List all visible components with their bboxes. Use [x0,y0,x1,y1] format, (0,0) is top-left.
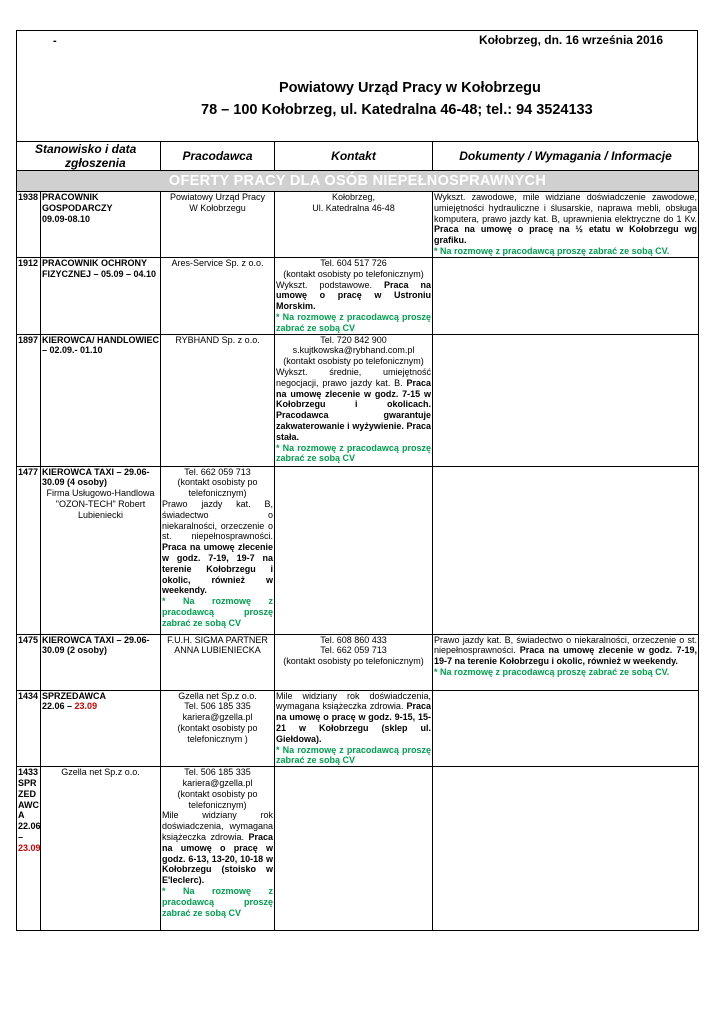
table-row [17,466,699,634]
offer-contact: Mile widziany rok doświadczenia, wymagana książeczka zdrowia. Praca na umowę o pracę w godz. 9-15, 15-21 w Kołobrzegu (sklep ul. Giełdowa). * Na rozmowę z pracodawcą proszę zabrać ze sobą CV [276,690,432,766]
cv-note: * Na rozmowę z pracodawcą proszę zabrać ze sobą CV [276,442,432,464]
office-address: 78 – 100 Kołobrzeg, ul. Katedralna 46-48; tel.: 94 3524133 [201,102,593,118]
column-header-employer: Pracodawca [161,142,275,171]
offer-id: 1897 [17,334,41,466]
cv-note: * Na rozmowę z pracodawcą proszę zabrać ze sobą CV [162,885,274,918]
offer-requirements [433,690,699,767]
offer-contact: Tel. 662 059 713 (kontakt osobisty po telefonicznym) Prawo jazdy kat. B, świadectwo o niekaralności, orzeczenie o st. niepełnosprawności. Praca na umowę zlecenie w godz. 7-19, 19-7 na terenie Kołobrzegu i okolic, również w weekendy. * Na rozmowę z pracodawcą proszę zabrać ze sobą CV [161,466,275,634]
offer-requirements: Wykszt. zawodowe, mile widziane doświadczenie zawodowe, umiejętności hydrauliczne i ślusarskie, naprawa mebli, obsługa komputera, prawo jazdy kat. B, uprawnienia elektryczne do 1 Kv. Praca na umowę o pracę na ½ etatu w Kołobrzegu wg grafiku. * Na rozmowę z pracodawcą proszę zabrać ze sobą CV. [434,192,698,256]
document-header [16,30,698,141]
offer-id: 1433 SPR ZED AWC A 22.06 – 23.09 [17,767,41,931]
office-name: Powiatowy Urząd Pracy w Kołobrzegu [279,80,541,96]
table-row [17,258,699,335]
offer-contact: Kołobrzeg, Ul. Katedralna 46-48 [275,192,433,258]
table-row [17,634,699,690]
offer-contact: Tel. 720 842 900 s.kujtkowska@rybhand.com.pl (kontakt osobisty po telefonicznym) Wykszt. średnie, umiejętność negocjacji, prawo jazdy kat. B. Praca na umowę zlecenie w godz. 7-15 w Kołobrzegu i okolicach. Pracodawca gwarantuje zakwaterowanie i wyżywienie. Praca stała. * Na rozmowę z pracodawcą proszę zabrać ze sobą CV [275,334,433,466]
offer-id: 1938 [17,192,41,258]
offer-id: 1475 [17,634,41,690]
offer-employer: Ares-Service Sp. z o.o. [161,258,275,335]
offer-contact: Tel. 604 517 726 (kontakt osobisty po telefonicznym) Wykszt. podstawowe. Praca na umowę o pracę w Ustroniu Morskim. * Na rozmowę z pracodawcą proszę zabrać ze sobą CV [276,258,432,333]
column-header-documents: Dokumenty / Wymagania / Informacje [433,142,699,171]
offer-title: SPRZEDAWCA 22.06 – 23.09 [41,690,161,767]
column-header-contact: Kontakt [275,142,433,171]
cv-note: * Na rozmowę z pracodawcą proszę zabrać ze sobą CV. [434,666,670,677]
table-row [17,192,699,258]
offer-requirements: Prawo jazdy kat. B, świadectwo o niekaralności, orzeczenie o st. niepełnosprawności. Praca na umowę zlecenie w godz. 7-19, 19-7 na terenie Kołobrzegu i okolic, również w weekendy. * Na rozmowę z pracodawcą proszę zabrać ze sobą CV. [433,634,699,690]
cv-note: * Na rozmowę z pracodawcą proszę zabrać ze sobą CV. [434,245,670,256]
offer-title: KIEROWCA/ HANDLOWIEC – 02.09.- 01.10 [41,334,161,466]
offer-employer: Powiatowy Urząd Pracy W Kołobrzegu [161,192,275,258]
cv-note: * Na rozmowę z pracodawcą proszę zabrać ze sobą CV [276,744,432,766]
section-banner-row [17,171,699,192]
document-page [16,30,698,931]
offer-id: 1434 [17,690,41,767]
offer-title: PRACOWNIK OCHRONY FIZYCZNEJ – 05.09 – 04.10 [41,258,161,335]
cv-note: * Na rozmowę z pracodawcą proszę zabrać ze sobą CV [162,596,274,628]
offer-employer: RYBHAND Sp. z o.o. [161,334,275,466]
offer-contact: Tel. 506 185 335 kariera@gzella.pl (kontakt osobisty po telefonicznym) Mile widziany rok doświadczenia, wymagana książeczka zdrowia. Praca na umowę o pracę w godz. 6-13, 13-20, 10-18 w Kołobrzegu (stoisko w E'leclerc). * Na rozmowę z pracodawcą proszę zabrać ze sobą CV [161,767,275,931]
offer-empty [275,767,433,931]
header-dash: - [53,35,57,47]
offer-id: 1477 [17,466,41,634]
offer-title: PRACOWNIK GOSPODARCZY 09.09-08.10 [41,192,161,258]
offer-id: 1912 [17,258,41,335]
table-row [17,334,699,466]
offer-employer: Gzella net Sp.z o.o. [41,767,161,931]
offer-title: KIEROWCA TAXI – 29.06- 30.09 (4 osoby) Firma Usługowo-Handlowa "OZON-TECH" Robert Lubieniecki [41,466,161,634]
offer-employer: F.U.H. SIGMA PARTNER ANNA LUBIENIECKA [161,634,275,690]
offer-requirements [433,767,699,931]
offer-requirements [433,334,699,466]
table-row [17,767,699,931]
offer-title: KIEROWCA TAXI – 29.06- 30.09 (2 osoby) [41,634,161,690]
section-banner: OFERTY PRACY DLA OSÓB NIEPEŁNOSPRAWNYCH [17,171,699,192]
offer-requirements [433,258,699,335]
table-row [17,690,699,767]
table-header-row [17,142,699,171]
column-header-position: Stanowisko i data zgłoszenia [17,142,161,171]
cv-note: * Na rozmowę z pracodawcą proszę zabrać ze sobą CV [276,311,432,333]
offer-empty [275,466,433,634]
offer-employer: Gzella net Sp.z o.o. Tel. 506 185 335 kariera@gzella.pl (kontakt osobisty po telefonicznym ) [161,690,275,767]
offer-contact: Tel. 608 860 433 Tel. 662 059 713 (kontakt osobisty po telefonicznym) [275,634,433,690]
offer-requirements [433,466,699,634]
document-date: Kołobrzeg, dn. 16 września 2016 [478,33,663,47]
job-offers-table [16,141,699,931]
